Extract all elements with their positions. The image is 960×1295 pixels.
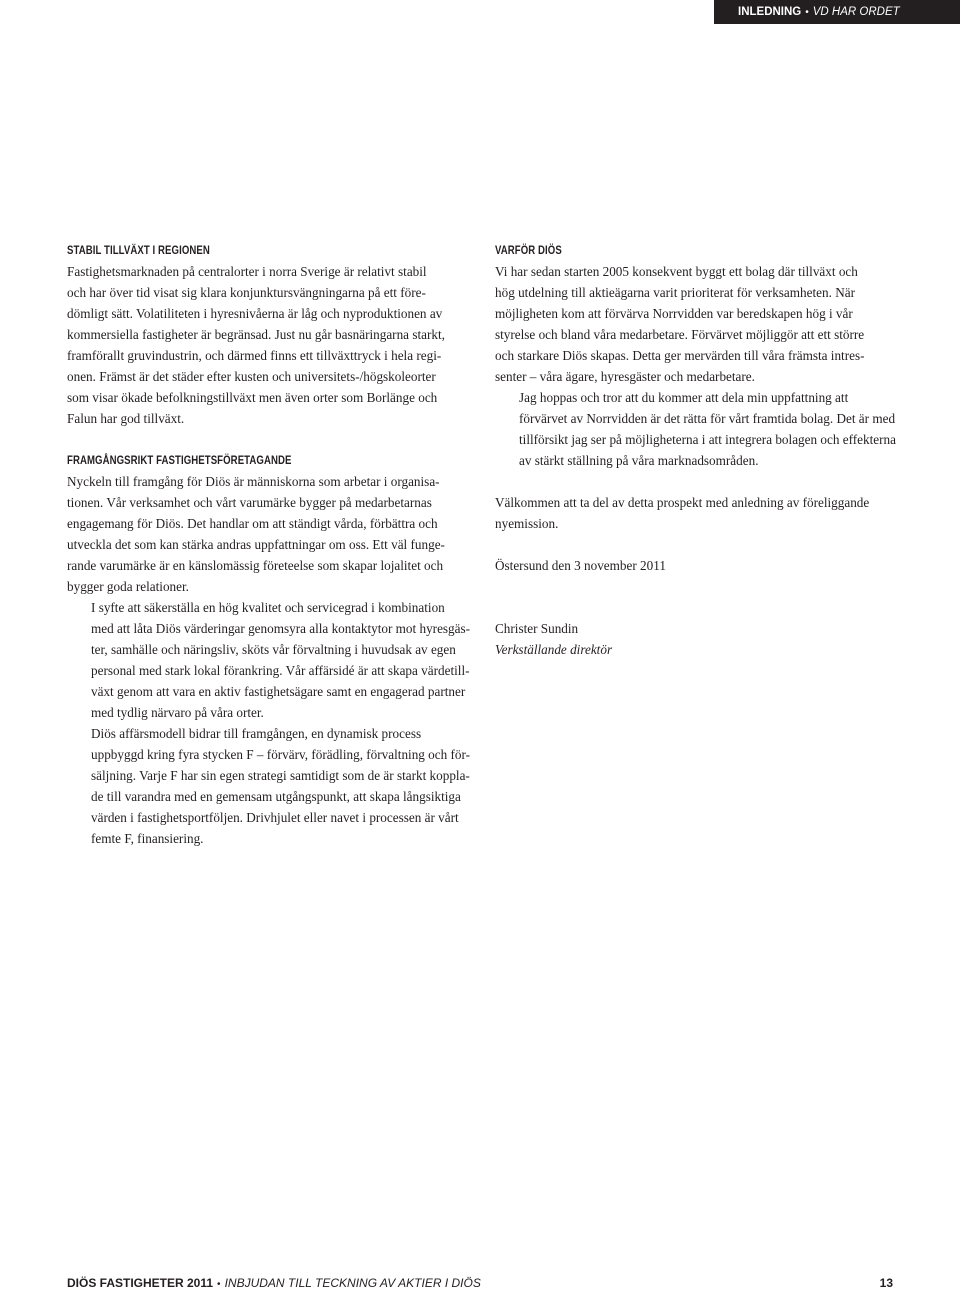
- section-heading-stabil-tillvaxt: STABIL TILLVÄXT I REGIONEN: [67, 243, 210, 257]
- text-line: nyemission.: [495, 516, 559, 531]
- text-line: personal med stark lokal förankring. Vår affärsidé är att skapa värdetill-: [91, 663, 470, 678]
- paragraph-welcome: [495, 492, 893, 534]
- text-line: och har över tid visat sig klara konjunktursvängningarna på ett före-: [67, 285, 426, 300]
- section-heading-varfor-dios: VARFÖR DIÖS: [495, 243, 562, 257]
- paragraph-framgangsrikt-1: [67, 471, 463, 597]
- text-line: Diös affärsmodell bidrar till framgången, en dynamisk process: [91, 726, 422, 741]
- paragraph-framgangsrikt-2: [67, 597, 471, 723]
- text-line: och starkare Diös skapas. Detta ger mervärden till våra främsta intres-: [495, 348, 865, 363]
- text-line: Falun har god tillväxt.: [67, 411, 185, 426]
- right-column: [495, 240, 896, 660]
- place-date: Östersund den 3 november 2011: [495, 558, 666, 573]
- paragraph-varfor-dios-2: [495, 387, 896, 471]
- signer-name: Christer Sundin: [495, 621, 579, 636]
- footer-separator: •: [217, 1279, 221, 1290]
- text-line: hög utdelning till aktieägarna varit prioriterat för verksamheten. När: [495, 285, 855, 300]
- text-line: styrelse och bland våra medarbetare. Förvärvet möjliggör att ett större: [495, 327, 865, 342]
- text-line: växt genom att vara en aktiv fastighetsägare samt en engagerad partner: [91, 684, 466, 699]
- text-line: Nyckeln till framgång för Diös är människorna som arbetar i organisa-: [67, 474, 440, 489]
- header-section: INLEDNING: [738, 6, 802, 18]
- text-line: som visar ökade befolkningstillväxt men även orter som Borlänge och: [67, 390, 438, 405]
- text-line: uppbyggd kring fyra stycken F – förvärv, förädling, förvaltning och för-: [91, 747, 471, 762]
- left-column: [67, 240, 471, 849]
- running-header: [714, 0, 960, 24]
- text-line: femte F, finansiering.: [91, 831, 204, 846]
- text-line: onen. Främst är det städer efter kusten och universitets-/högskoleorter: [67, 369, 436, 384]
- section-heading-framgangsrikt: FRAMGÅNGSRIKT FASTIGHETSFÖRETAGANDE: [67, 453, 292, 467]
- text-line: förvärvet av Norrvidden är det rätta för vårt framtida bolag. Det är med: [519, 411, 896, 426]
- text-line: tionen. Vår verksamhet och vårt varumärke bygger på medarbetarnas: [67, 495, 432, 510]
- text-line: bygger goda relationer.: [67, 579, 189, 594]
- text-line: värden i fastighetsportföljen. Drivhjulet eller navet i processen är vårt: [91, 810, 459, 825]
- signer-title: Verkställande direktör: [495, 642, 613, 657]
- page-number: 13: [879, 1276, 893, 1290]
- text-line: tillförsikt jag ser på möjligheterna i att integrera bolagen och effekterna: [519, 432, 896, 447]
- text-line: av stärkt ställning på våra marknadsområden.: [519, 453, 759, 468]
- text-line: engagemang för Diös. Det handlar om att ständigt vårda, förbättra och: [67, 516, 438, 531]
- text-line: möjligheten kom att förvärva Norrvidden var beredskapen hög i vår: [495, 306, 853, 321]
- text-line: med tydlig närvaro på våra orter.: [91, 705, 264, 720]
- text-line: I syfte att säkerställa en hög kvalitet och servicegrad i kombination: [91, 600, 445, 615]
- text-line: säljning. Varje F har sin egen strategi samtidigt som de är starkt koppla-: [91, 768, 470, 783]
- text-line: Jag hoppas och tror att du kommer att dela min uppfattning att: [519, 390, 849, 405]
- text-line: ter, samhälle och näringsliv, sköts vår förvaltning i huvudsak av egen: [91, 642, 456, 657]
- header-subsection: VD HAR ORDET: [812, 6, 900, 18]
- text-line: dömligt sätt. Volatiliteten i hyresnivåerna är låg och nyproduktionen av: [67, 306, 443, 321]
- text-line: utveckla det som kan stärka andras uppfattningar om oss. Ett väl funge-: [67, 537, 445, 552]
- paragraph-varfor-dios-1: [495, 261, 893, 387]
- text-line: de till varandra med en gemensam utgångspunkt, att skapa långsiktiga: [91, 789, 461, 804]
- text-line: Vi har sedan starten 2005 konsekvent byggt ett bolag där tillväxt och: [495, 264, 858, 279]
- running-footer: [67, 1276, 481, 1290]
- text-line: senter – våra ägare, hyresgäster och medarbetare.: [495, 369, 755, 384]
- header-separator: •: [805, 7, 809, 18]
- text-line: framförallt gruvindustrin, och därmed finns ett tillväxttryck i hela regi-: [67, 348, 442, 363]
- paragraph-framgangsrikt-3: [67, 723, 471, 849]
- text-line: Fastighetsmarknaden på centralorter i norra Sverige är relativt stabil: [67, 264, 427, 279]
- footer-document-title: INBJUDAN TILL TECKNING AV AKTIER I DIÖS: [224, 1276, 481, 1290]
- text-line: rande varumärke är en känslomässig företeelse som skapar lojalitet och: [67, 558, 444, 573]
- text-line: kommersiella fastigheter är begränsad. Just nu går basnäringarna starkt,: [67, 327, 445, 342]
- text-line: Välkommen att ta del av detta prospekt med anledning av föreliggande: [495, 495, 870, 510]
- text-line: med att låta Diös värderingar genomsyra alla kontaktytor mot hyresgäs-: [91, 621, 471, 636]
- footer-brand: DIÖS FASTIGHETER 2011: [67, 1276, 214, 1290]
- paragraph-stabil-tillvaxt: [67, 261, 463, 429]
